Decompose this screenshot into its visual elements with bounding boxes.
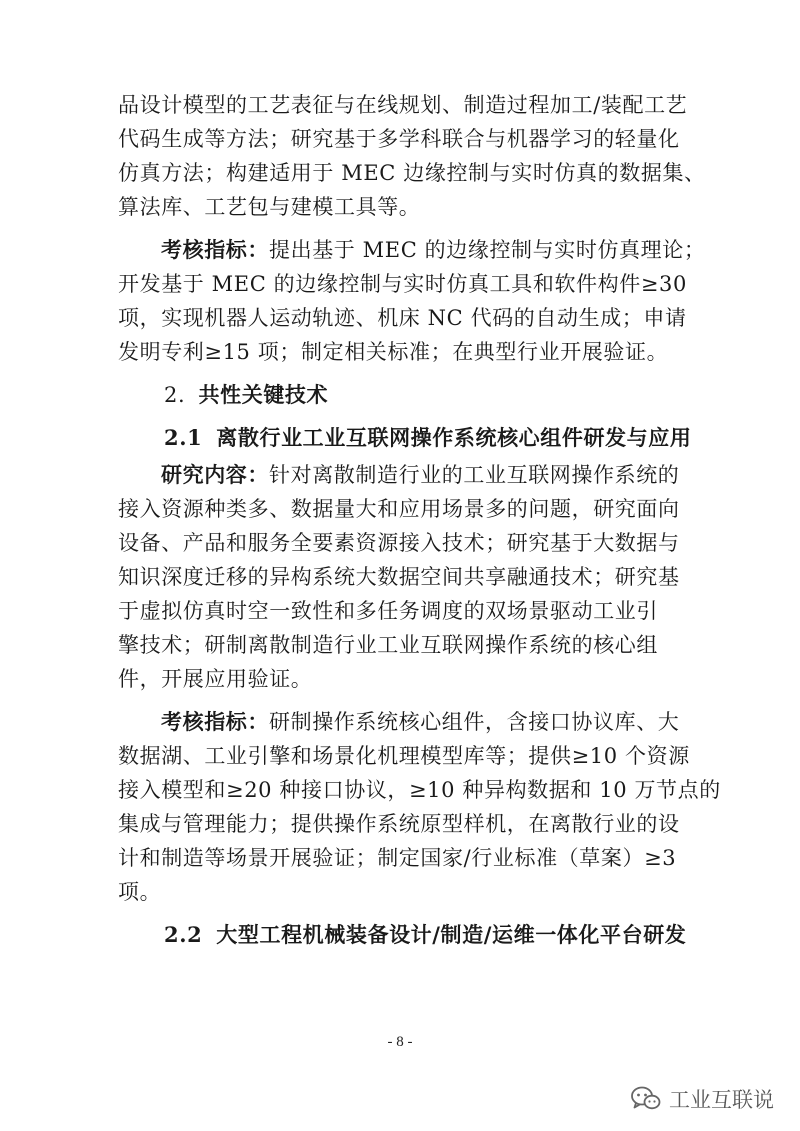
text-line: 件，开展应用验证。 (118, 667, 313, 691)
text-line: 接入模型和≥20 种接口协议，≥10 种异构数据和 10 万节点的 (118, 778, 721, 802)
text-line (118, 233, 706, 267)
watermark-text: 工业互联说 (669, 1088, 774, 1112)
text-span: 提出基于 MEC 的边缘控制与实时仿真理论； (269, 238, 706, 262)
heading-number: 2. (164, 383, 186, 407)
paragraph-research-content (118, 458, 702, 696)
paragraph-label: 考核指标： (161, 709, 269, 734)
subsection-heading (118, 421, 702, 455)
heading-number: 2.1 (164, 425, 203, 450)
heading-number: 2.2 (164, 922, 203, 947)
text-line: 品设计模型的工艺表征与在线规划、制造过程加工/装配工艺 (118, 93, 688, 117)
page-number: - 8 - (387, 1034, 413, 1050)
text-line: 开发基于 MEC 的边缘控制与实时仿真工具和软件构件≥30 (118, 272, 687, 296)
heading-text: 大型工程机械装备设计/制造/运维一体化平台研发 (216, 922, 687, 947)
subsection-heading (118, 918, 702, 952)
text-line: 擎技术；研制离散制造行业工业互联网操作系统的核心组 (118, 633, 658, 657)
text-span: 研制操作系统核心组件，含接口协议库、大 (269, 710, 680, 734)
text-line: 于虚拟仿真时空一致性和多任务调度的双场景驱动工业引 (118, 599, 658, 623)
paragraph-label: 研究内容： (161, 462, 269, 487)
text-line: 发明专利≥15 项；制定相关标准；在典型行业开展验证。 (118, 340, 669, 364)
text-line (118, 705, 702, 739)
text-line: 计和制造等场景开展验证；制定国家/行业标准（草案）≥3 (118, 846, 677, 870)
paragraph-continuation (118, 88, 706, 224)
document-page (118, 88, 721, 952)
text-line: 设备、产品和服务全要素资源接入技术；研究基于大数据与 (118, 531, 680, 555)
paragraph-label: 考核指标： (161, 237, 269, 262)
text-line: 知识深度迁移的异构系统大数据空间共享融通技术；研究基 (118, 565, 680, 589)
text-line: 算法库、工艺包与建模工具等。 (118, 195, 421, 219)
paragraph-assessment-os (118, 705, 721, 909)
text-line: 项。 (118, 880, 162, 904)
text-line: 仿真方法；构建适用于 MEC 边缘控制与实时仿真的数据集、 (118, 161, 706, 185)
paragraph-assessment-mec (118, 233, 706, 369)
wechat-icon (631, 1086, 661, 1112)
text-line: 接入资源种类多、数据量大和应用场景多的问题，研究面向 (118, 497, 680, 521)
text-line: 集成与管理能力；提供操作系统原型样机，在离散行业的设 (118, 812, 680, 836)
text-line: 项，实现机器人运动轨迹、机床 NC 代码的自动生成；申请 (118, 306, 687, 330)
heading-text: 共性关键技术 (198, 382, 329, 407)
text-line: 代码生成等方法；研究基于多学科联合与机器学习的轻量化 (118, 127, 680, 151)
text-line (118, 458, 702, 492)
section-heading (118, 378, 702, 412)
text-span: 针对离散制造行业的工业互联网操作系统的 (269, 463, 680, 487)
text-line: 数据湖、工业引擎和场景化机理模型库等；提供≥10 个资源 (118, 744, 690, 768)
watermark (631, 1084, 774, 1114)
heading-text: 离散行业工业互联网操作系统核心组件研发与应用 (216, 425, 692, 450)
